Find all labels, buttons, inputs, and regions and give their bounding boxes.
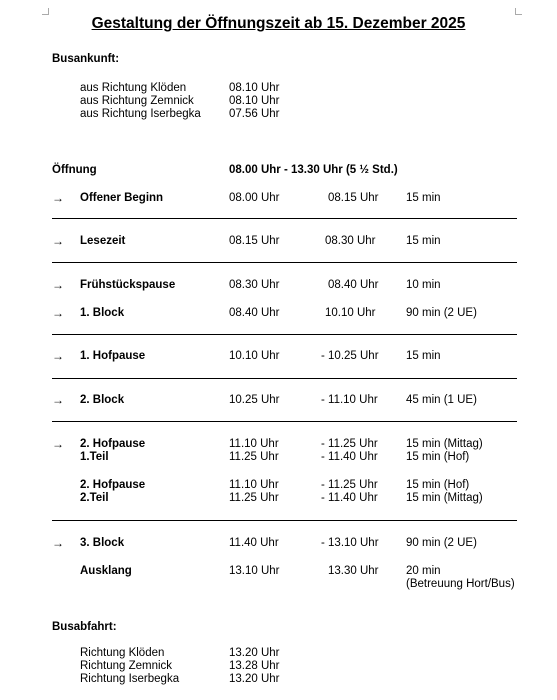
arrow-icon: → [52,306,64,320]
arrival-time: 08.10 Uhr [229,95,280,107]
schedule-note: (Betreuung Hort/Bus) [406,578,515,590]
schedule-start: 11.25 Uhr [229,492,279,504]
schedule-duration: 15 min (Hof) [406,451,470,463]
arrow-icon: → [52,349,64,363]
departure-route-label: Richtung Zemnick [80,660,173,672]
section-divider [52,520,517,521]
schedule-start: 08.00 Uhr [229,192,280,204]
departure-time: 13.28 Uhr [229,660,280,672]
schedule-label: 2. Hofpause [80,479,146,491]
departure-time: 13.20 Uhr [229,673,280,685]
schedule-start: 13.10 Uhr [229,565,280,577]
schedule-start: 11.10 Uhr [229,479,279,491]
arrival-time: 08.10 Uhr [229,82,280,94]
section-divider [52,421,517,422]
opening-hours: 08.00 Uhr - 13.30 Uhr (5 ½ Std.) [229,164,398,176]
section-divider [52,262,517,263]
arrow-icon: → [52,536,64,550]
schedule-start: 10.25 Uhr [229,394,280,406]
schedule-start: 10.10 Uhr [229,350,280,362]
schedule-end: 08.15 Uhr [328,192,379,204]
arrival-route-label: aus Richtung Klöden [80,82,187,94]
schedule-end: 10.10 Uhr [325,307,376,319]
schedule-start: 11.25 Uhr [229,451,279,463]
schedule-duration: 15 min (Hof) [406,479,470,491]
schedule-end: - 11.40 Uhr [321,451,378,463]
arrow-icon: → [52,437,64,451]
section-divider [52,334,517,335]
arrival-route-label: aus Richtung Iserbegka [80,108,201,120]
schedule-end: - 11.25 Uhr [321,438,378,450]
schedule-end: - 13.10 Uhr [321,537,379,549]
schedule-end: 08.40 Uhr [328,279,379,291]
arrow-icon: → [52,278,64,292]
schedule-start: 11.10 Uhr [229,438,279,450]
departure-route-label: Richtung Iserbegka [80,673,180,685]
schedule-duration: 10 min [406,279,441,291]
schedule-label: Offener Beginn [80,192,164,204]
schedule-label: 3. Block [80,537,125,549]
schedule-end: 13.30 Uhr [328,565,379,577]
schedule-label: 2. Hofpause [80,438,146,450]
schedule-duration: 15 min [406,235,441,247]
schedule-duration: 15 min (Mittag) [406,492,483,504]
schedule-duration: 90 min (2 UE) [406,307,477,319]
schedule-duration: 15 min [406,192,441,204]
schedule-duration: 15 min [406,350,441,362]
schedule-end: - 10.25 Uhr [321,350,379,362]
opening-label: Öffnung [52,164,97,176]
arrow-icon: → [52,191,64,205]
section-divider [52,218,517,219]
arrival-route-label: aus Richtung Zemnick [80,95,194,107]
schedule-label: Ausklang [80,565,132,577]
section-divider [52,378,517,379]
schedule-label: 1. Hofpause [80,350,146,362]
schedule-start: 08.40 Uhr [229,307,280,319]
schedule-end: - 11.40 Uhr [321,492,378,504]
arrow-icon: → [52,234,64,248]
schedule-label: Frühstückspause [80,279,176,291]
document-title: Gestaltung der Öffnungszeit ab 15. Dezember 2025 [91,15,466,32]
schedule-label: 1.Teil [80,451,109,463]
schedule-label: 2. Block [80,394,125,406]
schedule-duration: 20 min [406,565,441,577]
schedule-duration: 45 min (1 UE) [406,394,477,406]
arrival-time: 07.56 Uhr [229,108,280,120]
arrival-heading: Busankunft: [52,53,120,65]
departure-heading: Busabfahrt: [52,621,117,633]
schedule-start: 08.15 Uhr [229,235,280,247]
schedule-start: 11.40 Uhr [229,537,279,549]
schedule-end: 08.30 Uhr [325,235,376,247]
departure-time: 13.20 Uhr [229,647,280,659]
schedule-label: 1. Block [80,307,125,319]
departure-route-label: Richtung Klöden [80,647,165,659]
schedule-duration: 15 min (Mittag) [406,438,483,450]
schedule-start: 08.30 Uhr [229,279,280,291]
arrow-icon: → [52,393,64,407]
schedule-end: - 11.25 Uhr [321,479,378,491]
schedule-label: 2.Teil [80,492,109,504]
schedule-label: Lesezeit [80,235,126,247]
schedule-duration: 90 min (2 UE) [406,537,477,549]
schedule-end: - 11.10 Uhr [321,394,378,406]
